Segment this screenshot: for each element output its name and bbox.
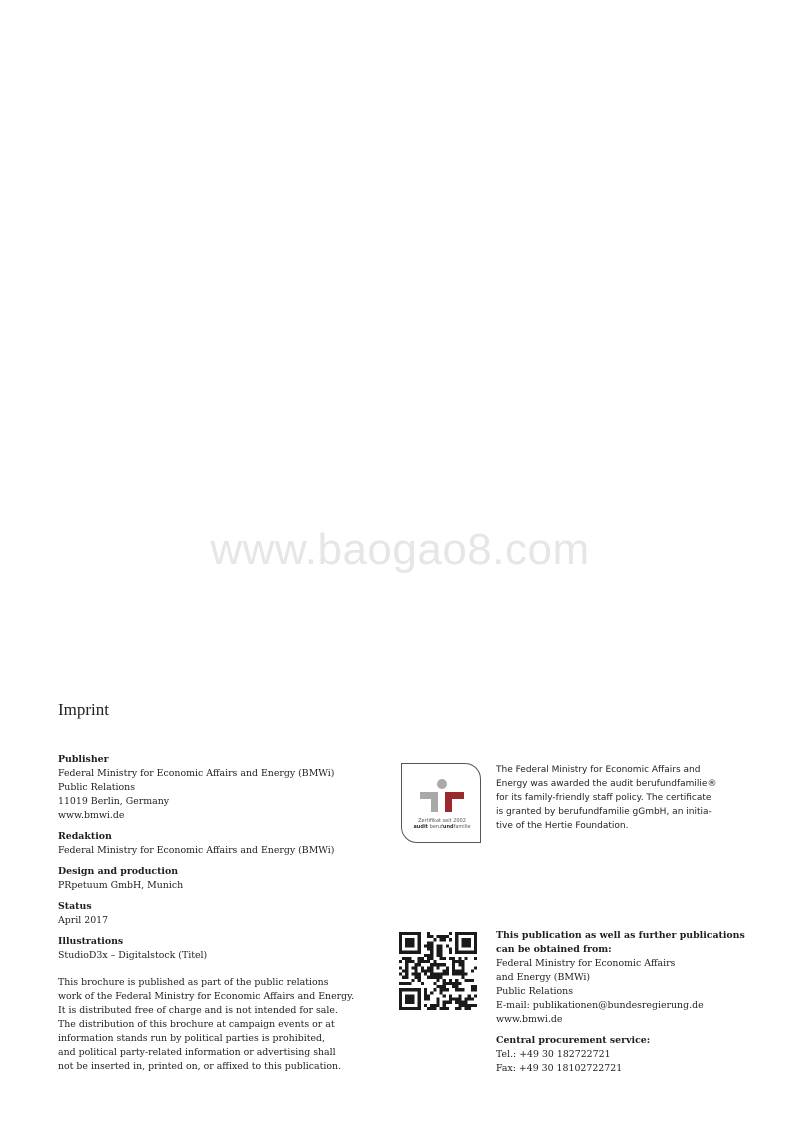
berufundfamilie-certificate-logo [401, 763, 481, 843]
certificate-brand: audit berufundfamilie [413, 824, 471, 830]
procurement-heading: Central procurement service: [496, 1035, 651, 1046]
design-block [58, 865, 358, 893]
procurement-phone: Tel.: +49 30 182722721 [496, 1049, 611, 1060]
note-line: The distribution of this brochure at campaign events or at [58, 1019, 335, 1030]
note-line: It is distributed free of charge and is not intended for sale. [58, 1005, 338, 1016]
page-title: Imprint [58, 700, 109, 719]
publisher-website: www.bmwi.de [58, 810, 125, 821]
publisher-block [58, 753, 358, 823]
publisher-heading: Publisher [58, 754, 109, 765]
redaktion-line: Federal Ministry for Economic Affairs and Energy (BMWi) [58, 845, 335, 856]
order-line: Public Relations [496, 986, 574, 997]
ordering-information [496, 929, 756, 1076]
certificate-line: The Federal Ministry for Economic Affairs and [496, 765, 701, 775]
design-heading: Design and production [58, 866, 179, 877]
design-line: PRpetuum GmbH, Munich [58, 880, 184, 891]
publisher-line: Public Relations [58, 782, 136, 793]
certificate-line: Energy was awarded the audit berufundfamilie® [496, 779, 717, 789]
note-line: work of the Federal Ministry for Economic Affairs and Energy. [58, 991, 355, 1002]
procurement-fax: Fax: +49 30 18102722721 [496, 1063, 623, 1074]
publisher-line: Federal Ministry for Economic Affairs and Energy (BMWi) [58, 768, 335, 779]
distribution-note [58, 976, 358, 1074]
illustrations-heading: Illustrations [58, 936, 124, 947]
watermark: www.baogao8.com [210, 525, 590, 574]
status-line: April 2017 [58, 915, 109, 926]
certificate-description [496, 763, 746, 833]
certificate-line: is granted by berufundfamilie gGmbH, an initia- [496, 807, 712, 817]
order-heading: can be obtained from: [496, 944, 612, 955]
note-line: This brochure is published as part of the public relations [58, 977, 329, 988]
publisher-line: 11019 Berlin, Germany [58, 796, 170, 807]
order-website: www.bmwi.de [496, 1014, 563, 1025]
order-email: E-mail: publikationen@bundesregierung.de [496, 1000, 704, 1011]
status-heading: Status [58, 901, 92, 912]
note-line: information stands run by political parties is prohibited, [58, 1033, 326, 1044]
family-figures-icon [418, 778, 466, 816]
certificate-caption: Zertifikat seit 2002 [418, 818, 466, 824]
qr-code-icon [399, 932, 477, 1010]
order-line: Federal Ministry for Economic Affairs [496, 958, 676, 969]
illustrations-line: StudioD3x – Digitalstock (Titel) [58, 950, 208, 961]
note-line: not be inserted in, printed on, or affixed to this publication. [58, 1061, 342, 1072]
certificate-line: for its family-friendly staff policy. The certificate [496, 793, 712, 803]
redaktion-heading: Redaktion [58, 831, 112, 842]
status-block [58, 900, 358, 928]
imprint-details [58, 753, 358, 1074]
order-line: and Energy (BMWi) [496, 972, 591, 983]
certificate-line: tive of the Hertie Foundation. [496, 821, 629, 831]
redaktion-block [58, 830, 358, 858]
note-line: and political party-related information or advertising shall [58, 1047, 336, 1058]
order-heading: This publication as well as further publications [496, 930, 745, 941]
illustrations-block [58, 935, 358, 963]
